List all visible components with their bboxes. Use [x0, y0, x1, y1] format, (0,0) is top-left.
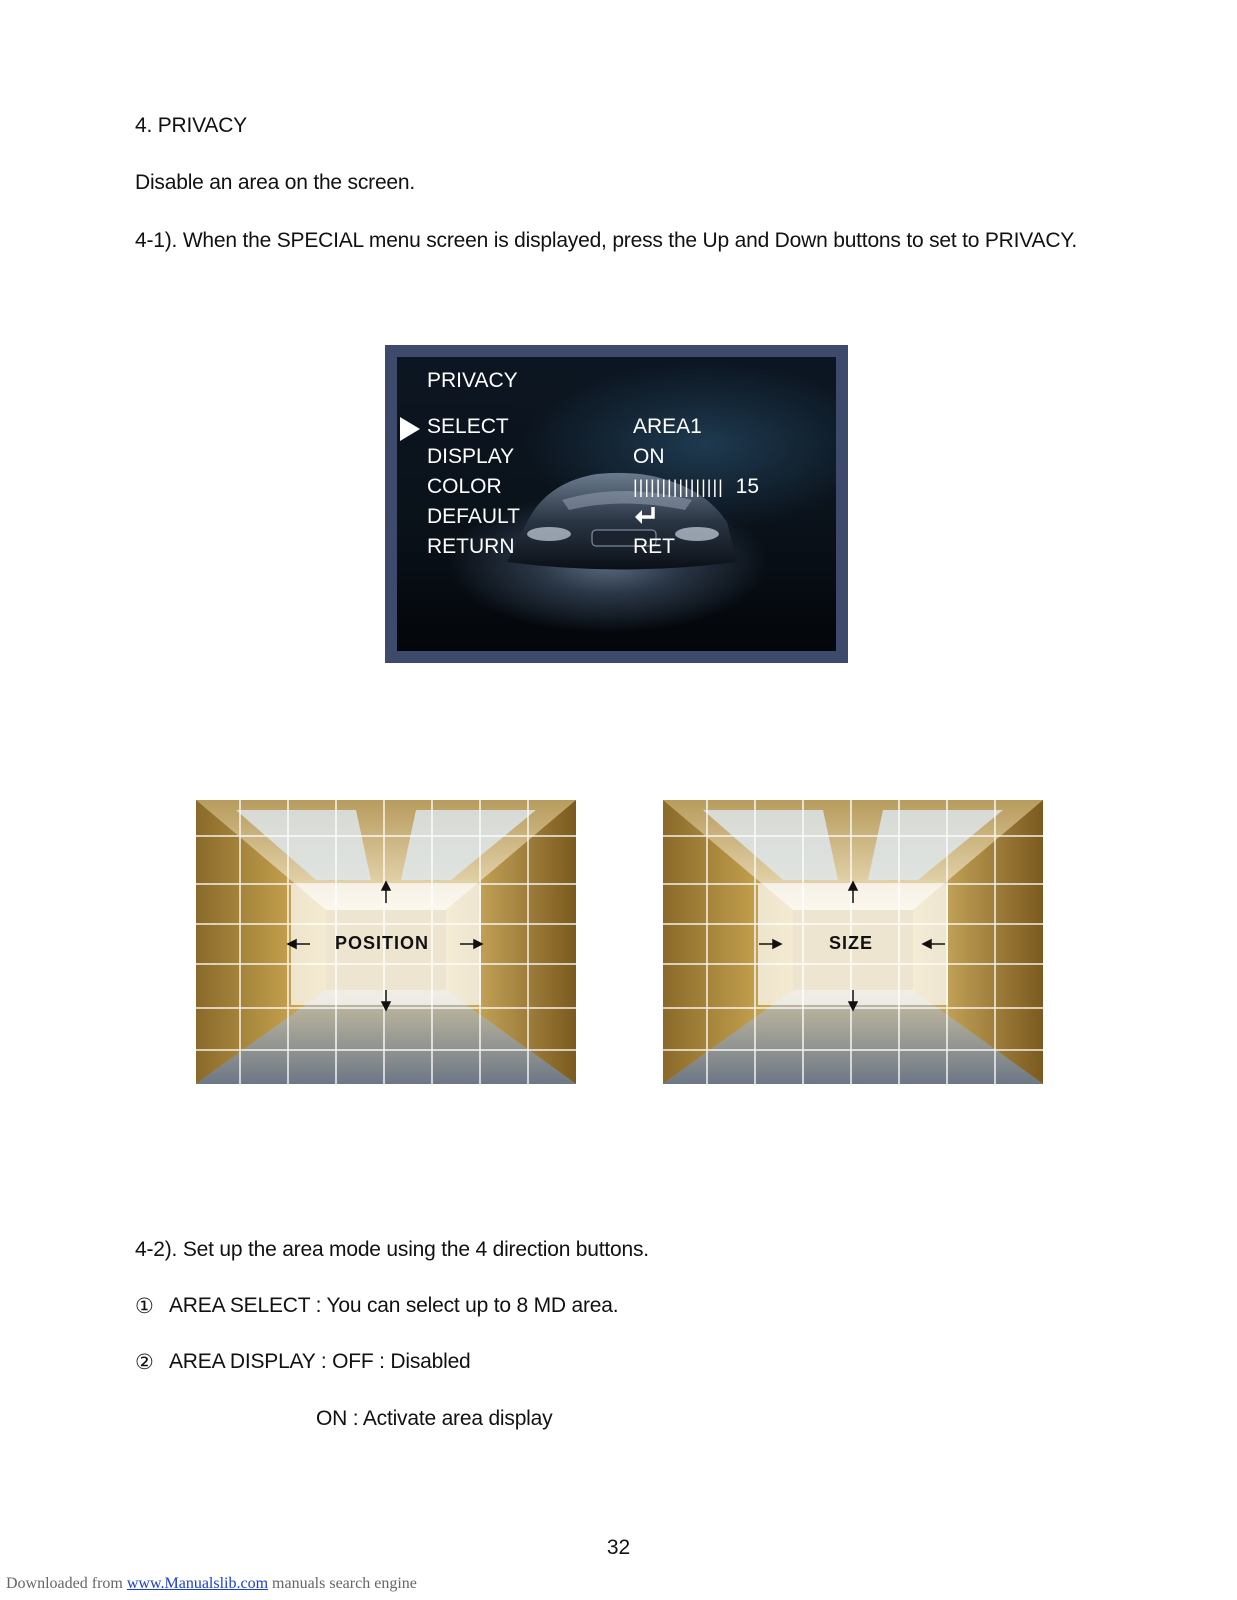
step-2-text: 4-2). Set up the area mode using the 4 direction buttons.: [135, 1238, 649, 1261]
color-level-value: 15: [735, 475, 760, 498]
step-1-text: 4-1). When the SPECIAL menu screen is displayed, press the Up and Down buttons to set to PRIVACY.: [135, 229, 1078, 252]
menu-label: RETURN: [427, 535, 515, 558]
footer: [6, 1575, 417, 1593]
footer-suffix: manuals search engine: [268, 1575, 417, 1592]
enter-icon: [633, 505, 659, 533]
manualslib-link[interactable]: www.Manualslib.com: [126, 1575, 269, 1592]
menu-value: RET: [633, 535, 675, 558]
menu-row-default[interactable]: [427, 505, 836, 533]
color-level-bar: ||||||||||||||||: [633, 477, 724, 497]
menu-row-color[interactable]: [427, 475, 836, 503]
item-1-number: ①: [135, 1295, 154, 1318]
menu-value: AREA1: [633, 415, 702, 438]
item-2-on-text: ON : Activate area display: [316, 1407, 553, 1430]
selection-cursor-icon: [400, 417, 420, 441]
menu-label: COLOR: [427, 475, 502, 498]
position-figure: [196, 800, 576, 1084]
color-level: [633, 475, 759, 499]
menu-label: DISPLAY: [427, 445, 515, 468]
item-2-text: AREA DISPLAY : OFF : Disabled: [169, 1350, 471, 1373]
item-1-text: AREA SELECT : You can select up to 8 MD area.: [169, 1294, 619, 1317]
size-label: SIZE: [829, 933, 874, 953]
menu-row-return[interactable]: [427, 535, 836, 563]
footer-prefix: Downloaded from: [6, 1575, 127, 1592]
item-2-number: ②: [135, 1351, 154, 1374]
intro-text: Disable an area on the screen.: [135, 171, 416, 194]
menu-row-select[interactable]: [427, 415, 836, 443]
size-figure: [663, 800, 1043, 1084]
privacy-osd-menu: [385, 345, 848, 663]
menu-label: DEFAULT: [427, 505, 520, 528]
osd-screen: [397, 357, 836, 651]
position-label: POSITION: [335, 933, 430, 953]
menu-label: SELECT: [427, 415, 509, 438]
page-number: 32: [606, 1536, 631, 1559]
menu-row-display[interactable]: [427, 445, 836, 473]
osd-title: PRIVACY: [427, 369, 518, 392]
section-heading: 4. PRIVACY: [135, 114, 247, 137]
menu-value: ON: [633, 445, 665, 468]
